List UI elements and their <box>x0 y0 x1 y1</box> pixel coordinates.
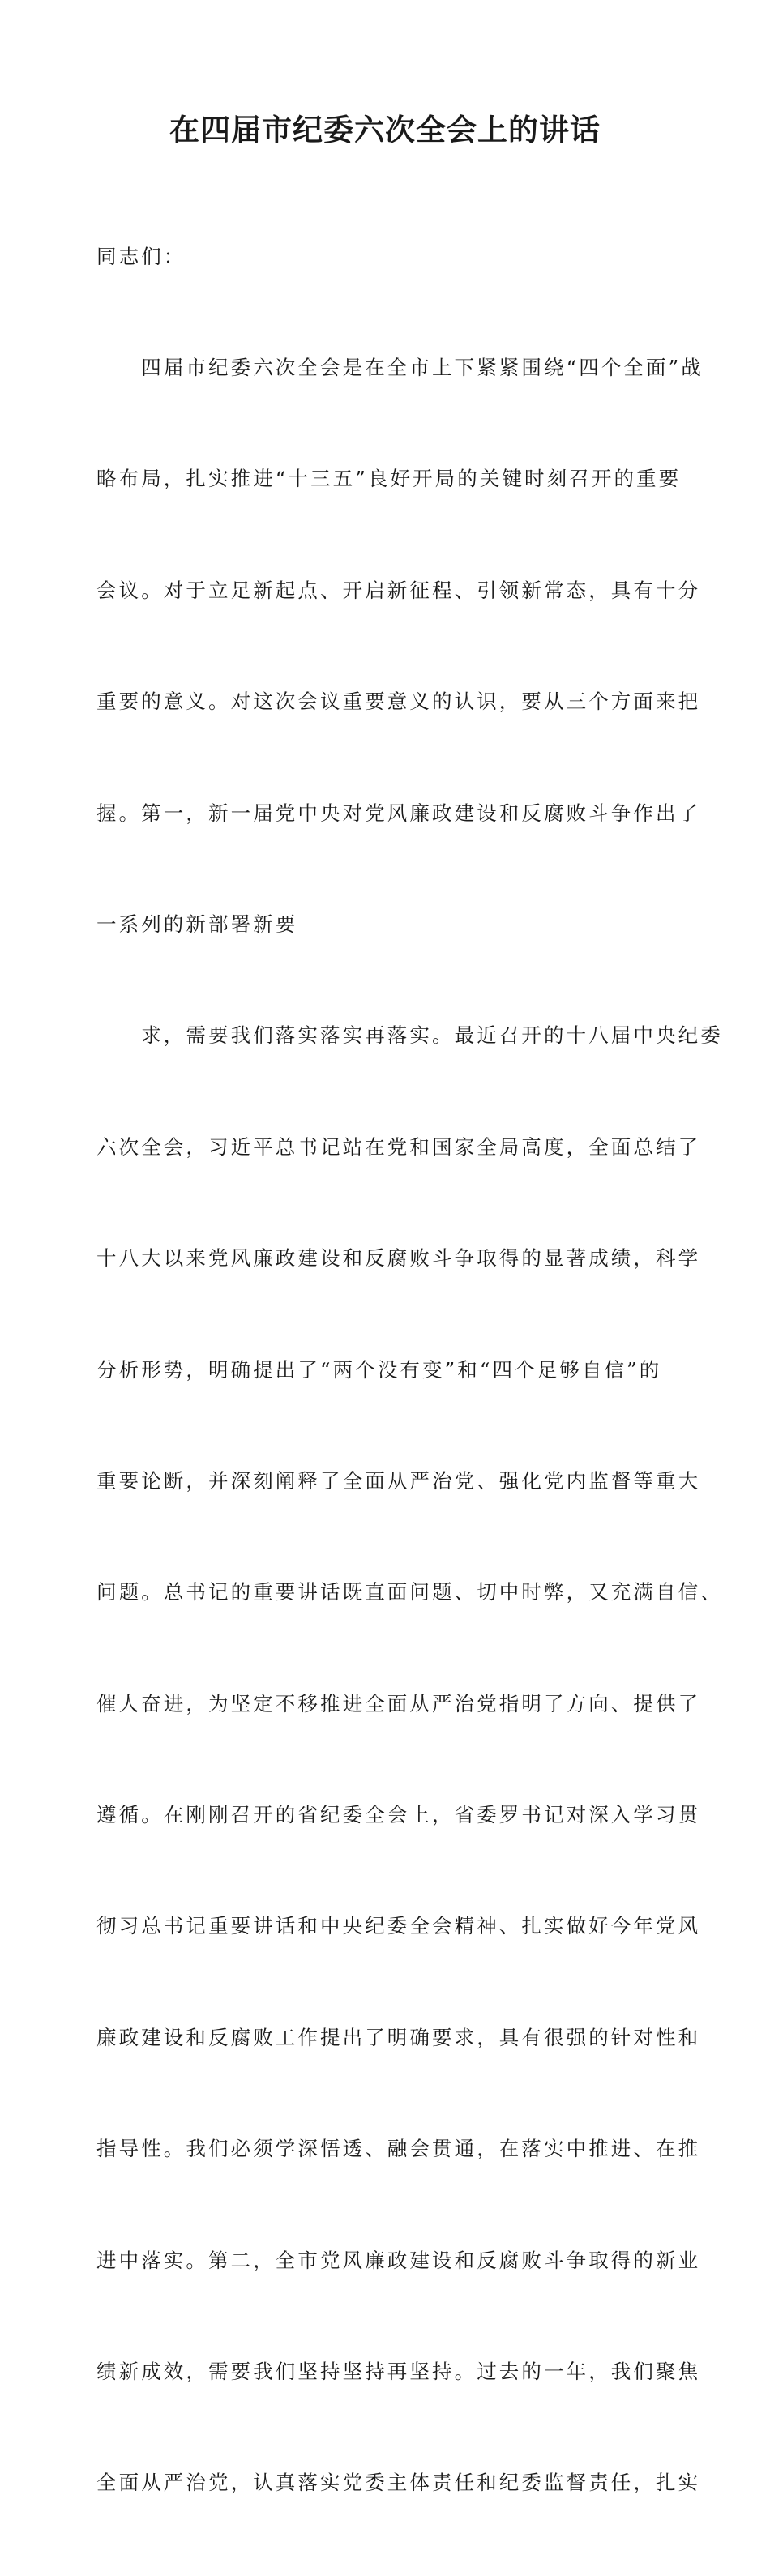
text-line: 遵循。在刚刚召开的省纪委全会上，省委罗书记对深入学习贯 <box>96 1803 701 1827</box>
text-line: 会议。对于立足新起点、开启新征程、引领新常态，具有十分 <box>96 578 701 602</box>
text-line: 绩新成效，需要我们坚持坚持再坚持。过去的一年，我们聚焦 <box>96 2360 701 2384</box>
text-line: 彻习总书记重要讲话和中央纪委全会精神、扎实做好今年党风 <box>96 1914 701 1938</box>
text-line: 廉政建设和反腐败工作提出了明确要求，具有很强的针对性和 <box>96 2025 701 2049</box>
text-line: 一系列的新部署新要 <box>96 912 298 936</box>
text-line: 问题。总书记的重要讲话既直面问题、切中时弊，又充满自信、 <box>96 1580 723 1604</box>
text-line: 指导性。我们必须学深悟透、融会贯通，在落实中推进、在推 <box>96 2137 701 2161</box>
text-line: 进中落实。第二，全市党风廉政建设和反腐败斗争取得的新业 <box>96 2248 701 2272</box>
text-line: 十八大以来党风廉政建设和反腐败斗争取得的显著成绩，科学 <box>96 1246 701 1271</box>
document-title: 在四届市纪委六次全会上的讲话 <box>169 112 601 147</box>
text-line: 六次全会，习近平总书记站在党和国家全局高度，全面总结了 <box>96 1134 701 1159</box>
text-line: 略布局，扎实推进“十三五”良好开局的关键时刻召开的重要 <box>96 467 682 491</box>
text-line: 四届市纪委六次全会是在全市上下紧紧围绕“四个全面”战 <box>96 355 704 379</box>
text-line: 分析形势，明确提出了“两个没有变”和“四个足够自信”的 <box>96 1357 662 1382</box>
document-body <box>96 164 723 2576</box>
text-line: 同志们： <box>96 244 186 268</box>
text-line: 重要的意义。对这次会议重要意义的认识，要从三个方面来把 <box>96 690 701 714</box>
text-line: 催人奋进，为坚定不移推进全面从严治党指明了方向、提供了 <box>96 1691 701 1715</box>
text-line: 握。第一，新一届党中央对党风廉政建设和反腐败斗争作出了 <box>96 801 701 825</box>
text-line: 求，需要我们落实落实再落实。最近召开的十八届中央纪委 <box>96 1023 723 1048</box>
text-line: 重要论断，并深刻阐释了全面从严治党、强化党内监督等重大 <box>96 1468 701 1493</box>
text-line: 全面从严治党，认真落实党委主体责任和纪委监督责任，扎实 <box>96 2471 701 2495</box>
